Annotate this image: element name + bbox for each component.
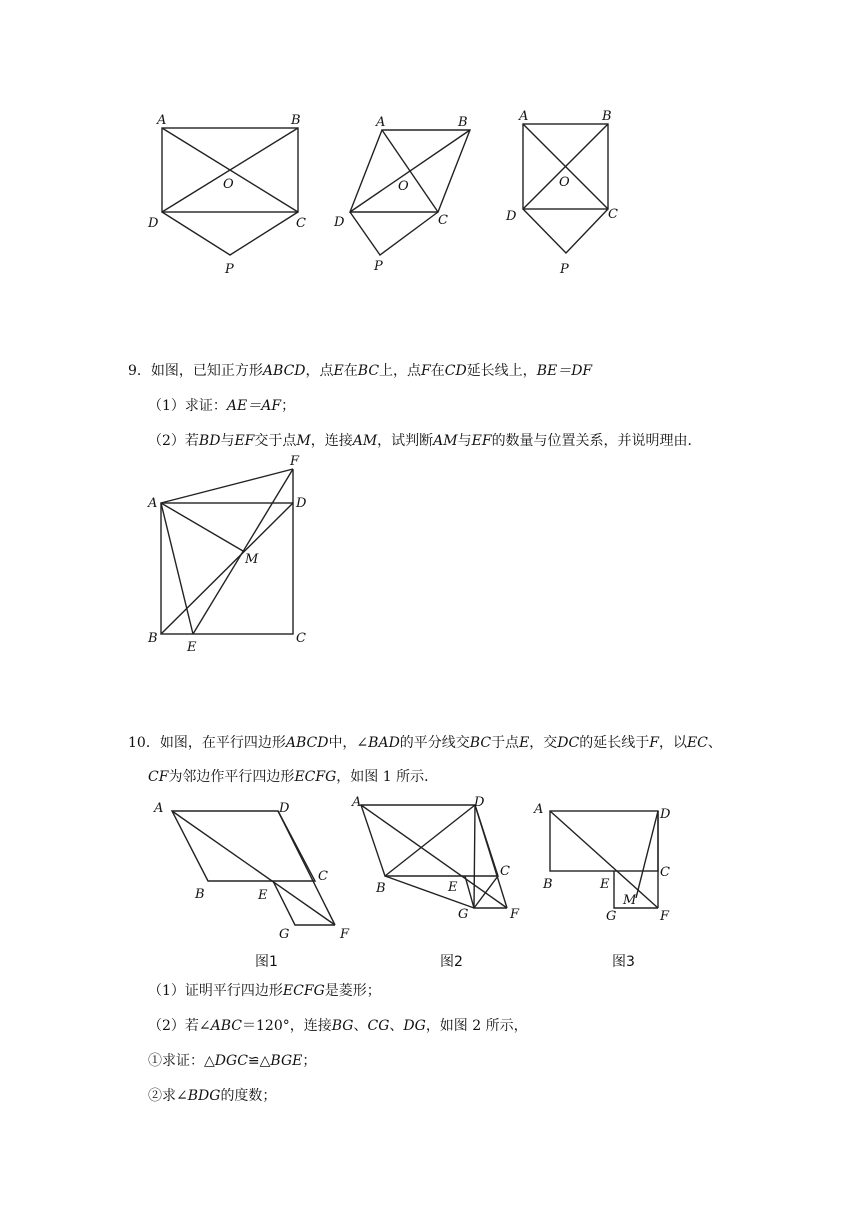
label-b: B — [602, 109, 612, 124]
q10-subpart2: ②求∠BDG的度数； — [148, 1088, 277, 1104]
label-f: F — [290, 454, 300, 469]
label-a: A — [519, 109, 529, 124]
label-a: A — [154, 801, 164, 816]
label-d: D — [506, 209, 517, 224]
q10-stem-line2: CF为邻边作平行四边形ECFG，如图 1 所示． — [148, 769, 439, 785]
label-g: G — [279, 927, 290, 942]
figure-rhombus-abcd — [333, 115, 470, 274]
label-d: D — [334, 215, 345, 230]
q10-stem-line1: 10．如图，在平行四边形ABCD中，∠BAD的平分线交BC于点E，交DC的延长线于F，以EC、 — [128, 735, 722, 751]
label-f: F — [510, 907, 520, 922]
label-c: C — [296, 631, 306, 646]
q9-part2: （2）若BD与EF交于点M，连接AM，试判断AM与EF的数量与位置关系，并说明理由． — [148, 433, 702, 449]
label-p: P — [374, 259, 383, 274]
label-o: O — [398, 179, 409, 194]
caption-figure-2: 图2 — [440, 954, 463, 970]
label-g: G — [458, 907, 469, 922]
caption-figure-3: 图3 — [612, 954, 635, 970]
q10-part2: （2）若∠ABC＝120°，连接BG、CG、DG，如图 2 所示， — [148, 1018, 528, 1034]
label-d: D — [296, 496, 307, 511]
label-p: P — [560, 262, 569, 277]
label-b: B — [376, 881, 386, 896]
label-b: B — [291, 113, 301, 128]
q9-stem: 9．如图，已知正方形ABCD，点E在BC上，点F在CD延长线上，BE＝DF — [128, 363, 593, 379]
label-c: C — [438, 213, 448, 228]
label-a: A — [352, 795, 362, 810]
label-b: B — [458, 115, 468, 130]
q10-figure-3 — [533, 802, 671, 970]
label-c: C — [608, 207, 618, 222]
label-e: E — [258, 888, 268, 903]
top-figures — [0, 0, 860, 300]
q10-subpart1: ①求证：△DGC≌△BGE； — [148, 1053, 317, 1069]
label-e: E — [448, 880, 458, 895]
q10-figure-1 — [153, 801, 350, 970]
figure-rectangle-abcd — [147, 113, 306, 277]
label-a: A — [157, 113, 167, 128]
label-e: E — [600, 877, 610, 892]
label-b: B — [148, 631, 158, 646]
q10-part1: （1）证明平行四边形ECFG是菱形； — [148, 983, 381, 999]
label-o: O — [223, 177, 234, 192]
label-c: C — [296, 216, 306, 231]
label-m: M — [623, 893, 637, 908]
label-c: C — [318, 869, 328, 884]
label-o: O — [559, 175, 570, 190]
label-d: D — [279, 801, 290, 816]
q9-part1: （1）求证：AE＝AF； — [148, 398, 296, 414]
label-p: P — [225, 262, 234, 277]
label-b: B — [543, 877, 553, 892]
label-d: D — [474, 795, 485, 810]
label-f: F — [660, 909, 670, 924]
label-c: C — [660, 865, 670, 880]
q10-figure-2 — [351, 795, 520, 970]
label-f: F — [340, 927, 350, 942]
label-c: C — [500, 864, 510, 879]
label-a: A — [534, 802, 544, 817]
label-g: G — [606, 909, 617, 924]
label-e: E — [187, 640, 197, 655]
label-d: D — [148, 216, 159, 231]
caption-figure-1: 图1 — [255, 954, 278, 970]
label-m: M — [245, 552, 259, 567]
figure-square-abcd — [505, 109, 618, 277]
label-a: A — [376, 115, 386, 130]
label-a: A — [148, 496, 158, 511]
label-b: B — [195, 887, 205, 902]
label-d: D — [660, 807, 671, 822]
